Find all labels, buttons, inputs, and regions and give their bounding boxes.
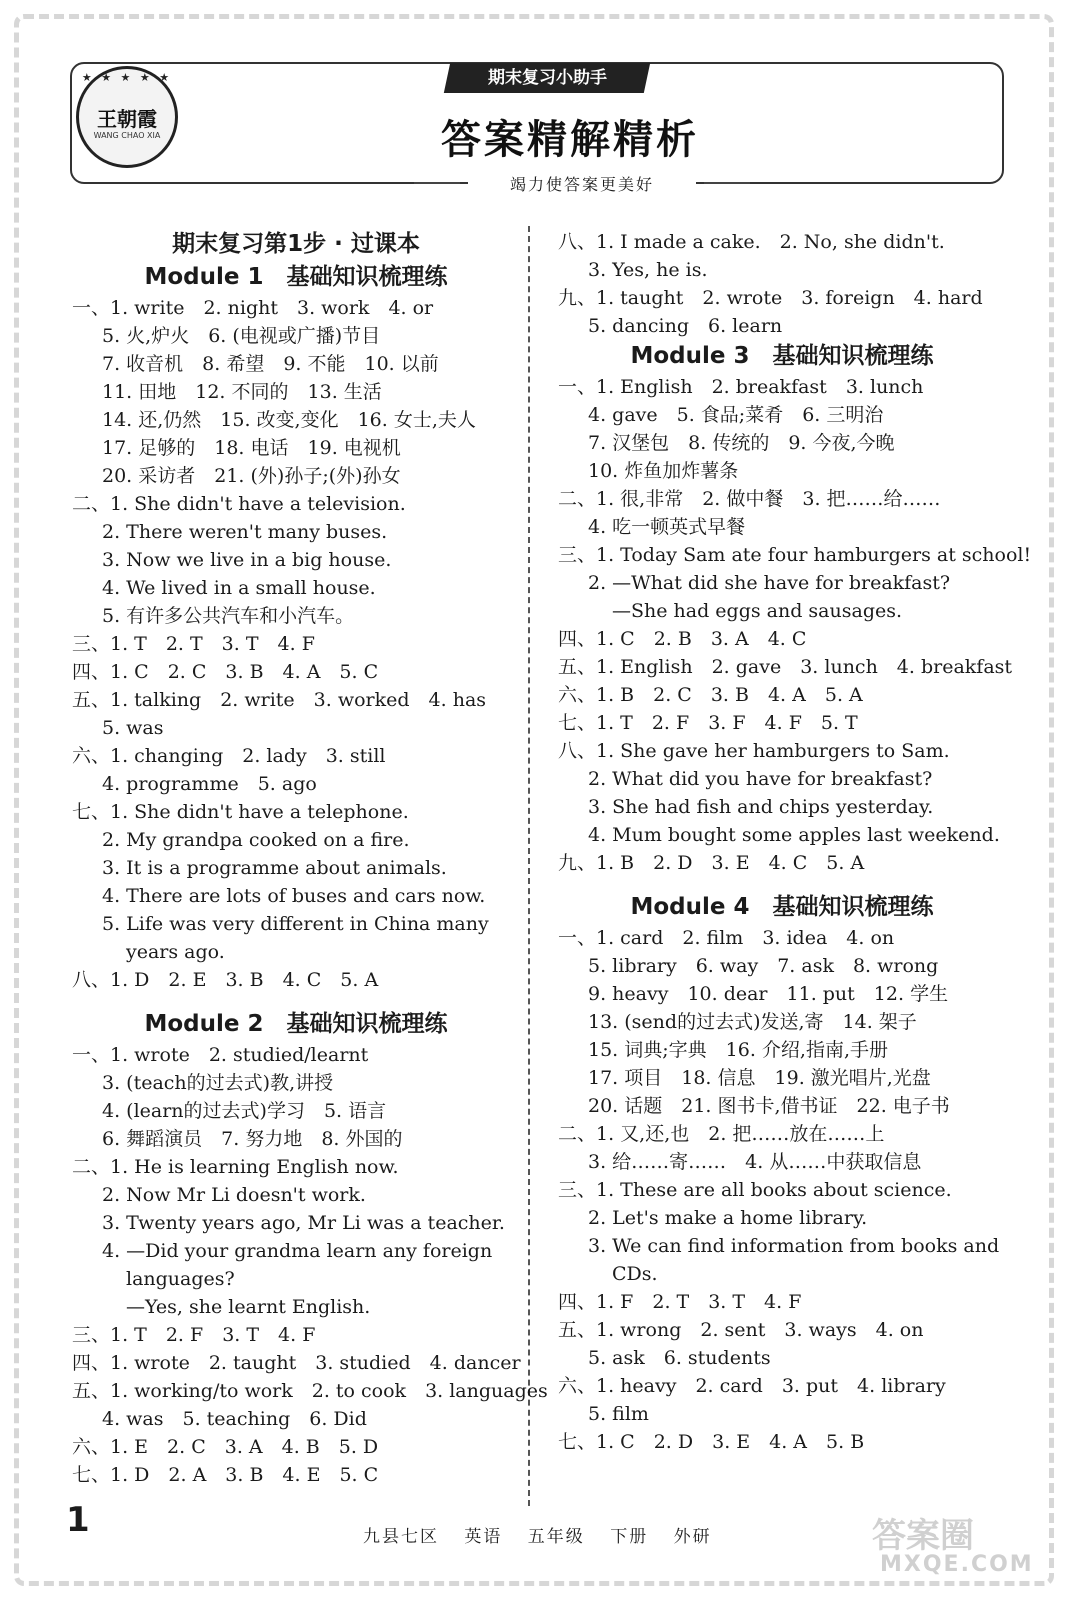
answer-line: 4. There are lots of buses and cars now.	[102, 885, 486, 907]
column-divider	[528, 226, 530, 1506]
section-heading: Module 3 基础知识梳理练	[630, 343, 934, 369]
answer-line: 七、1. T 2. F 3. F 4. F 5. T	[558, 712, 858, 734]
answer-line: 5. ask 6. students	[588, 1347, 771, 1369]
answer-line: 4. We lived in a small house.	[102, 577, 376, 599]
answer-line: 五、1. working/to work 2. to cook 3. languages	[72, 1380, 548, 1402]
answer-line: 3. Twenty years ago, Mr Li was a teacher.	[102, 1212, 505, 1234]
answer-line: 五、1. wrong 2. sent 3. ways 4. on	[558, 1319, 924, 1341]
answer-line: 五、1. English 2. gave 3. lunch 4. breakfast	[558, 656, 1013, 678]
section-gap	[558, 877, 1006, 891]
answer-line: 六、1. E 2. C 3. A 4. B 5. D	[72, 1436, 379, 1458]
answer-line: 四、1. C 2. C 3. B 4. A 5. C	[72, 661, 379, 683]
answer-line: 2. Now Mr Li doesn't work.	[102, 1184, 366, 1206]
page-title: 答案精解精析	[441, 117, 699, 163]
answer-line: 二、1. 又,还,也 2. 把……放在……上	[558, 1123, 885, 1145]
answer-line: 3. Yes, he is.	[588, 259, 708, 281]
answer-line: 一、1. card 2. film 3. idea 4. on	[558, 927, 895, 949]
answer-line: 九、1. B 2. D 3. E 4. C 5. A	[558, 852, 865, 874]
answer-line: 5. film	[588, 1403, 649, 1425]
answer-line: years ago.	[126, 941, 225, 963]
answer-line: 三、1. Today Sam ate four hamburgers at school!	[558, 544, 1032, 566]
page-number: 1	[66, 1500, 90, 1540]
section-heading: Module 1 基础知识梳理练	[144, 264, 448, 290]
answer-line: 4. was 5. teaching 6. Did	[102, 1408, 367, 1430]
answer-line: 一、1. English 2. breakfast 3. lunch	[558, 376, 924, 398]
section-heading: Module 4 基础知识梳理练	[630, 894, 934, 920]
answer-line: 六、1. heavy 2. card 3. put 4. library	[558, 1375, 946, 1397]
answer-line: 4. programme 5. ago	[102, 773, 317, 795]
answer-line: 六、1. changing 2. lady 3. still	[72, 745, 386, 767]
answer-line: 4. —Did your grandma learn any foreign	[102, 1240, 493, 1262]
answer-line: 5. library 6. way 7. ask 8. wrong	[588, 955, 939, 977]
answer-line: 7. 收音机 8. 希望 9. 不能 10. 以前	[102, 353, 439, 375]
answer-line: 20. 话题 21. 图书卡,借书证 22. 电子书	[588, 1095, 950, 1117]
answer-line: 4. (learn的过去式)学习 5. 语言	[102, 1100, 387, 1122]
answer-line: 17. 项目 18. 信息 19. 激光唱片,光盘	[588, 1067, 931, 1089]
answer-line: 5. 有许多公共汽车和小汽车。	[102, 605, 355, 627]
right-column	[558, 228, 1032, 1456]
answer-line: 二、1. He is learning English now.	[72, 1156, 399, 1178]
watermark: 答案圈	[872, 1516, 974, 1556]
answer-line: 7. 汉堡包 8. 传统的 9. 今夜,今晚	[588, 432, 895, 454]
answer-line: 15. 词典;字典 16. 介绍,指南,手册	[588, 1039, 888, 1061]
brand-logo	[76, 66, 178, 168]
answer-line: 3. She had fish and chips yesterday.	[588, 796, 934, 818]
answer-line: CDs.	[612, 1263, 658, 1285]
answer-line: 七、1. C 2. D 3. E 4. A 5. B	[558, 1431, 865, 1453]
answer-line: 2. Let's make a home library.	[588, 1207, 868, 1229]
answer-line: 三、1. These are all books about science.	[558, 1179, 952, 1201]
answer-line: 2. What did you have for breakfast?	[588, 768, 933, 790]
answer-line: —She had eggs and sausages.	[612, 600, 903, 622]
logo-stars: ★ ★ ★ ★ ★	[81, 71, 173, 84]
section-heading: 期末复习第1步 · 过课本	[172, 231, 420, 257]
answer-line: 3. Now we live in a big house.	[102, 549, 392, 571]
logo-tagline: WANG CHAO XIA	[93, 131, 161, 140]
answer-line: 6. 舞蹈演员 7. 努力地 8. 外国的	[102, 1128, 403, 1150]
answer-line: 四、1. C 2. B 3. A 4. C	[558, 628, 807, 650]
answer-line: 3. (teach的过去式)教,讲授	[102, 1072, 334, 1094]
answer-line: —Yes, she learnt English.	[126, 1296, 371, 1318]
answer-line: 八、1. She gave her hamburgers to Sam.	[558, 740, 950, 762]
answer-line: 17. 足够的 18. 电话 19. 电视机	[102, 437, 401, 459]
answer-line: 2. There weren't many buses.	[102, 521, 388, 543]
answer-line: 一、1. wrote 2. studied/learnt	[72, 1044, 369, 1066]
answer-line: 一、1. write 2. night 3. work 4. or	[72, 297, 434, 319]
answer-line: 七、1. D 2. A 3. B 4. E 5. C	[72, 1464, 379, 1486]
answer-line: 14. 还,仍然 15. 改变,变化 16. 女士,夫人	[102, 409, 476, 431]
page-subtitle: 竭力使答案更美好	[468, 172, 696, 195]
answer-line: 5. was	[102, 717, 164, 739]
answer-line: 4. 吃一顿英式早餐	[588, 516, 746, 538]
answer-line: 11. 田地 12. 不同的 13. 生活	[102, 381, 382, 403]
subtitle-rule-right	[704, 182, 750, 184]
footer-info: 九县七区 英语 五年级 下册 外研	[363, 1527, 712, 1547]
answer-line: 二、1. 很,非常 2. 做中餐 3. 把……给……	[558, 488, 941, 510]
answer-line: 八、1. D 2. E 3. B 4. C 5. A	[72, 969, 379, 991]
answer-line: 九、1. taught 2. wrote 3. foreign 4. hard	[558, 287, 983, 309]
answer-line: 二、1. She didn't have a television.	[72, 493, 406, 515]
left-column	[72, 228, 548, 1489]
answer-line: 5. dancing 6. learn	[588, 315, 783, 337]
answer-line: 10. 炸鱼加炸薯条	[588, 460, 739, 482]
section-heading: Module 2 基础知识梳理练	[144, 1011, 448, 1037]
answer-line: 2. —What did she have for breakfast?	[588, 572, 951, 594]
logo-name: 王朝霞	[97, 107, 157, 131]
answer-line: 八、1. I made a cake. 2. No, she didn't.	[558, 231, 945, 253]
section-gap	[72, 994, 520, 1008]
answer-line: 3. 给……寄…… 4. 从……中获取信息	[588, 1151, 922, 1173]
answer-line: 五、1. talking 2. write 3. worked 4. has	[72, 689, 487, 711]
answer-line: 3. It is a programme about animals.	[102, 857, 447, 879]
answer-line: 13. (send的过去式)发送,寄 14. 架子	[588, 1011, 917, 1033]
header-tag: 期末复习小助手	[444, 63, 650, 93]
answer-line: 4. Mum bought some apples last weekend.	[588, 824, 1000, 846]
answer-line: 六、1. B 2. C 3. B 4. A 5. A	[558, 684, 863, 706]
answer-line: 三、1. T 2. F 3. T 4. F	[72, 1324, 316, 1346]
answer-line: 2. My grandpa cooked on a fire.	[102, 829, 410, 851]
answer-line: 三、1. T 2. T 3. T 4. F	[72, 633, 315, 655]
answer-line: 3. We can find information from books and	[588, 1235, 1000, 1257]
answer-line: 七、1. She didn't have a telephone.	[72, 801, 409, 823]
answer-line: languages?	[126, 1268, 235, 1290]
answer-line: 5. Life was very different in China many	[102, 913, 489, 935]
answer-line: 9. heavy 10. dear 11. put 12. 学生	[588, 983, 949, 1005]
answer-line: 四、1. F 2. T 3. T 4. F	[558, 1291, 802, 1313]
watermark-url: MXQE.COM	[880, 1552, 1034, 1577]
subtitle-rule-left	[414, 182, 460, 184]
answer-line: 四、1. wrote 2. taught 3. studied 4. dancer	[72, 1352, 521, 1374]
answer-line: 5. 火,炉火 6. (电视或广播)节目	[102, 325, 381, 347]
answer-line: 20. 采访者 21. (外)孙子;(外)孙女	[102, 465, 401, 487]
answer-line: 4. gave 5. 食品;菜肴 6. 三明治	[588, 404, 884, 426]
